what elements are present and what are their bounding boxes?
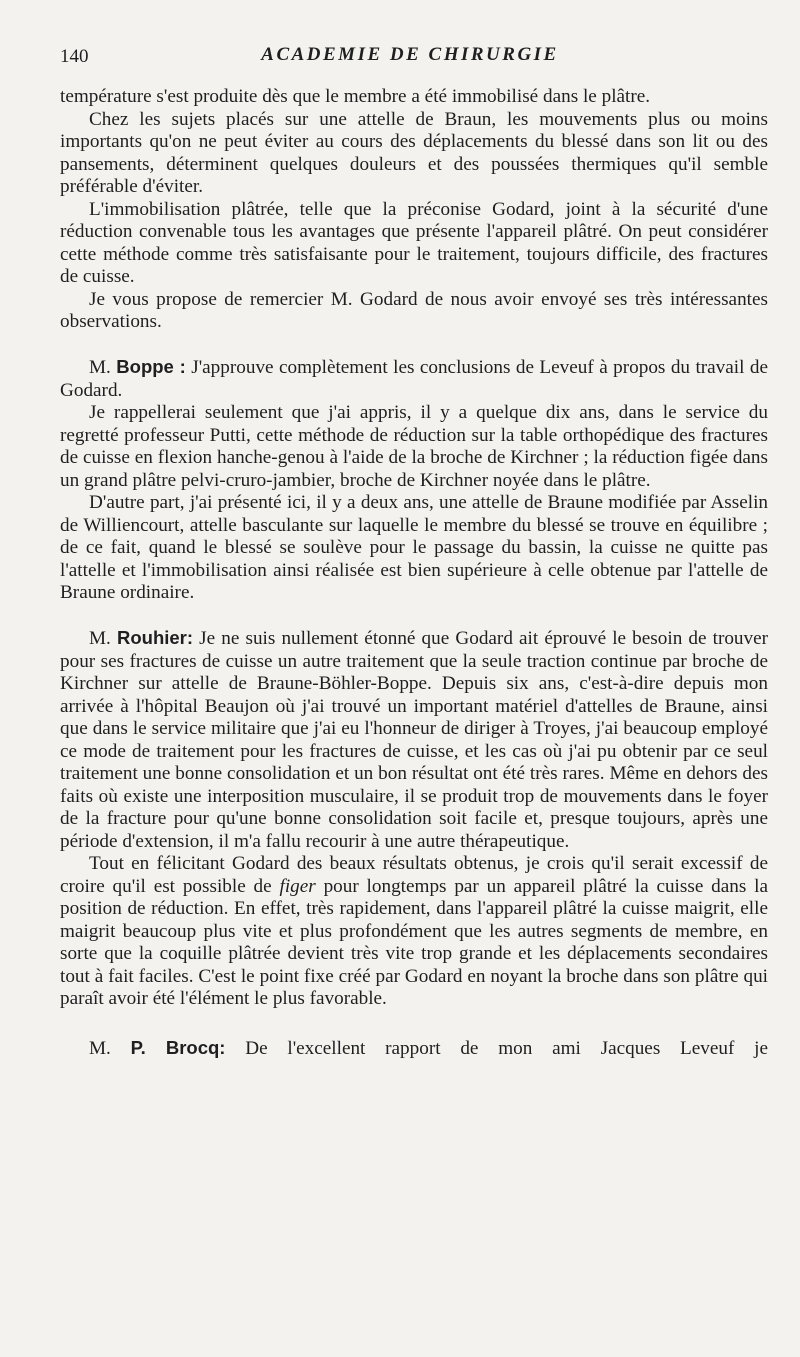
paragraph-attelle: D'autre part, j'ai présenté ici, il y a deux ans, une attelle de Braune modifiée par Asselin de Williencourt, attelle basculante sur laquelle le membre du blessé se trouve en équilibre ; de ce fait, quand le blessé se soulève pour le passage du bassin, la cuisse ne quitte pas l'attelle et l'immobilisation ainsi réalisée est bien supérieure à celle obtenue par l'attelle de Braune ordinaire. [60,492,768,603]
paragraph-immobilisation: L'immobilisation plâtrée, telle que la préconise Godard, joint à la sécurité d'une réduction convenable tous les avantages que présente l'appareil plâtré. On peut considérer cette méthode comme très satisfaisante pour le traitement, toujours difficile, des fractures de cuisse. [60,198,768,287]
speaker-name: Rouhier: [116,627,194,648]
paragraph-text: Je ne suis nullement étonné que Godard ait éprouvé le besoin de trouver pour ses fractures de cuisse un autre traitement que la seule traction continue par broche de Kirchner sur attelle de Braune-Böhler-Boppe. Depuis six ans, c'est-à-dire depuis mon arrivée à l'hôpital Beaujon où j'ai trouvé un important matériel d'attelles de Braune, ainsi que dans le service militaire que j'ai eu l'honneur de diriger à Troyes, j'ai beaucoup employé ce mode de traitement pour les fractures de cuisse, et les cas où j'ai pu obtenir par ce seul traitement une bonne consolidation et un bon résultat ont été très rares. Même en dehors des faits où existe une interposition musculaire, il se produit trop de mouvements dans le foyer de la fracture pour qu'une bonne consolidation soit facile et, presque toujours, après une période d'extension, il m'a fallu recourir à une autre thérapeutique. [60,628,769,852]
paragraph-boppe [60,356,768,402]
paragraph-text: Tout en félicitant Godard des beaux résultats obtenus, je crois qu'il serait excessif de croire qu'il est possible de [60,853,768,897]
page-number: 140 [60,46,89,67]
paragraph-text: De l'excellent rapport de mon ami Jacques Leveuf je [245,1037,768,1059]
italic-word: figer [279,875,316,897]
paragraph-thanks: Je vous propose de remercier M. Godard de nous avoir envoyé ses très intéressantes observations. [60,288,768,332]
speaker-name: P. Brocq: [130,1036,226,1058]
paragraph-text: pour longtemps par un appareil plâtré la cuisse dans la position de réduction. En effet, très rapidement, dans l'appareil plâtré la cuisse maigrit, elle maigrit beaucoup plus vite et plus profondément que les autres segments de membre, en sorte que la coquille plâtrée devient très vite trop grande et les déplacements secondaires tout à fait faciles. C'est le point fixe créé par Godard en noyant la broche dans son plâtre qui paraît avoir été l'élément le plus favorable. [60,875,768,1009]
paragraph-brocq [60,1037,768,1061]
title-prefix: M. [89,628,111,649]
section-gap [60,605,768,628]
paragraph-braun: Chez les sujets placés sur une attelle de Braun, les mouvements plus ou moins importants qu'on ne peut éviter au cours des déplacements du blessé dans son lit ou des pansements, déterminent quelques douleurs et des poussées thermiques qu'il semble préférable d'éviter. [60,108,768,197]
title-prefix: M. [89,357,111,378]
paragraph-rouhier [60,627,768,853]
page-header [60,40,760,70]
section-gap [60,334,768,357]
title-prefix: M. [89,1037,111,1059]
paragraph-godard [60,853,768,1011]
paragraph-text: J'approuve complètement les conclusions de Leveuf à propos du travail de Godard. [60,357,768,401]
paragraph-continuation: température s'est produite dès que le membre a été immobilisé dans le plâtre. [60,86,651,107]
running-title: ACADEMIE DE CHIRURGIE [261,44,559,65]
body-text [60,86,768,1060]
paragraph-putti: Je rappellerai seulement que j'ai appris, il y a quelque dix ans, dans le service du regretté professeur Putti, cette méthode de réduction sur la table orthopédique des fractures de cuisse en flexion hanche-genou à l'aide de la broche de Kirchner ; la réduction figée dans un grand plâtre pelvi-cruro-jambier, broche de Kirchner noyée dans le plâtre. [60,402,768,491]
section-gap [60,1011,768,1037]
speaker-name: Boppe : [116,356,186,377]
